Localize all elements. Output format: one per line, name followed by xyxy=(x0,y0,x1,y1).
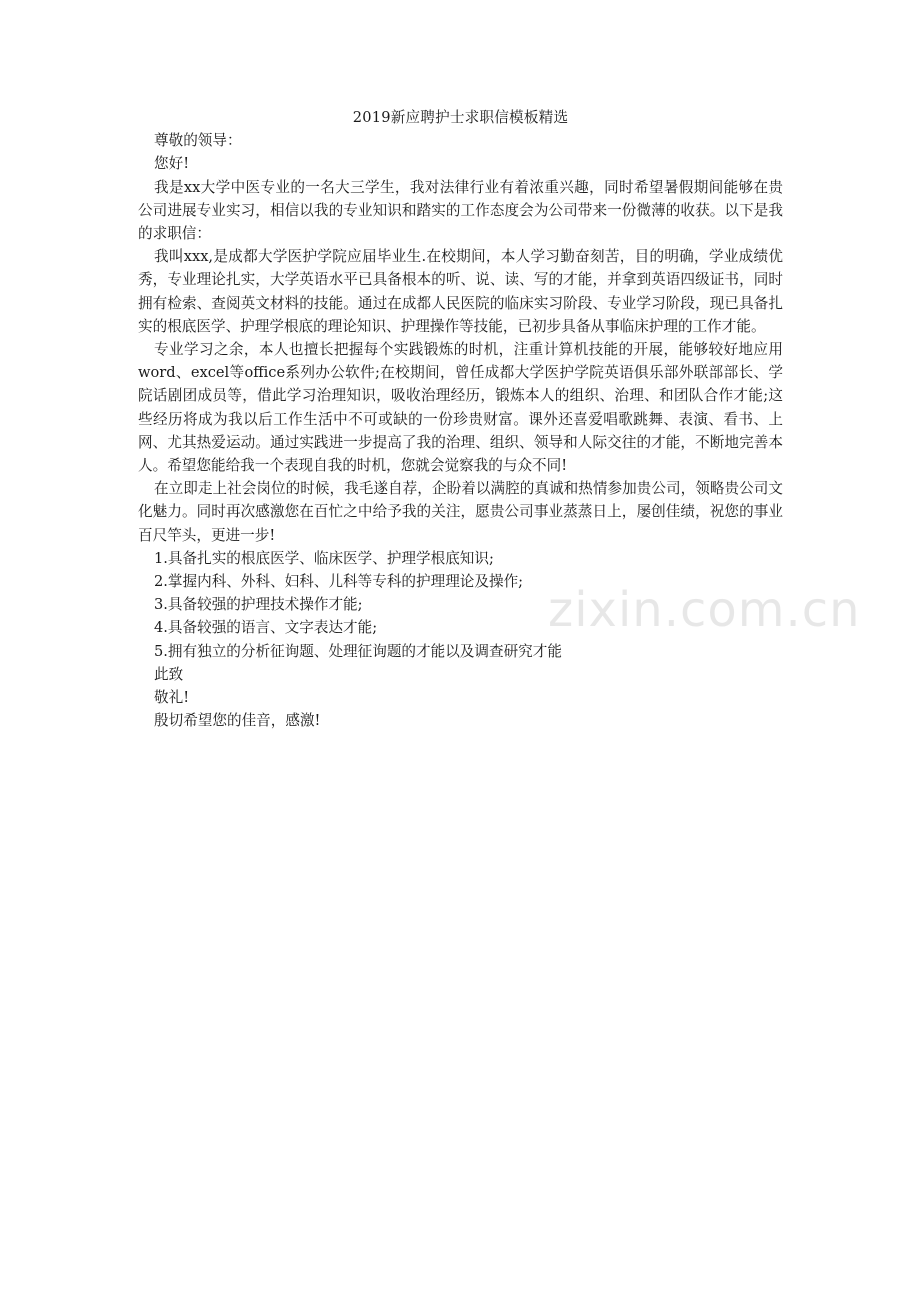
watermark: zixin.com.cn xyxy=(548,582,861,638)
document-title: 2019新应聘护士求职信模板精选 xyxy=(352,109,569,126)
salutation: 尊敬的领导： xyxy=(154,132,242,150)
document-page xyxy=(138,106,783,732)
list-item: 4.具备较强的语言、文字表达才能; xyxy=(154,619,378,637)
body-paragraph: 我是xx大学中医专业的一名大三学生，我对法律行业有着浓重兴趣，同时希望暑假期间能够在贵公司进展专业实习，相信以我的专业知识和踏实的工作态度会为公司带来一份微薄的收获。以下是我的求职信： xyxy=(138,178,783,243)
closing-line: 此致 xyxy=(154,665,184,683)
list-item: 2.掌握内科、外科、妇科、儿科等专科的护理理论及操作; xyxy=(154,573,524,591)
list-item: 1.具备扎实的根底医学、临床医学、护理学根底知识; xyxy=(154,549,494,567)
list-item: 3.具备较强的护理技术操作才能; xyxy=(154,596,363,614)
body-paragraph: 在立即走上社会岗位的时候，我毛遂自荐，企盼着以满腔的真诚和热情参加贵公司，领略贵公司文化魅力。同时再次感激您在百忙之中给予我的关注，愿贵公司事业蒸蒸日上，屡创佳绩，祝您的事业百尺竿头，更进一步! xyxy=(138,480,783,544)
closing-line: 殷切希望您的佳音，感激! xyxy=(154,712,321,730)
greeting: 您好! xyxy=(154,155,190,173)
list-item: 5.拥有独立的分析征询题、处理征询题的才能以及调查研究才能 xyxy=(154,642,562,660)
closing-line: 敬礼! xyxy=(154,689,190,707)
body-paragraph: 我叫xxx,是成都大学医护学院应届毕业生.在校期间，本人学习勤奋刻苦，目的明确，学业成绩优秀，专业理论扎实，大学英语水平已具备根本的听、说、读、写的才能，并拿到英语四级证书，同时拥有检索、查阅英文材料的技能。通过在成都人民医院的临床实习阶段、专业学习阶段，现已具备扎实的根底医学、护理学根底的理论知识、护理操作等技能，已初步具备从事临床护理的工作才能。 xyxy=(138,248,783,335)
body-paragraph: 专业学习之余，本人也擅长把握每个实践锻炼的时机，注重计算机技能的开展，能够较好地应用word、excel等office系列办公软件;在校期间，曾任成都大学医护学院英语俱乐部外联部部长、学院话剧团成员等，借此学习治理知识，吸收治理经历，锻炼本人的组织、治理、和团队合作才能;这些经历将成为我以后工作生活中不可或缺的一份珍贵财富。课外还喜爱唱歌跳舞、表演、看书、上网、尤其热爱运动。通过实践进一步提高了我的治理、组织、领导和人际交往的才能，不断地完善本人。希望您能给我一个表现自我的时机，您就会觉察我的与众不同! xyxy=(138,341,783,475)
